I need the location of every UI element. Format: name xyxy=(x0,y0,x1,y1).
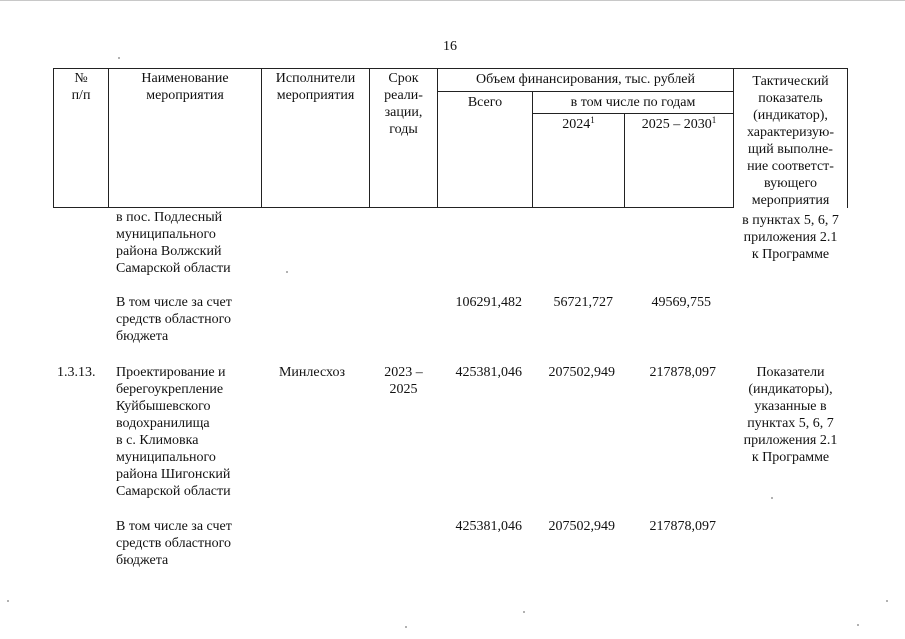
scan-speck xyxy=(118,57,120,59)
header-col-year-2024: 2024$^1$ xyxy=(562,115,595,132)
row-name: Проектирование и берегоукрепление Куйбышевского водохранилища в с. Климовка муниципального района Шигонский Самарской области xyxy=(116,365,231,499)
header-col-by-years: в том числе по годам xyxy=(570,95,696,110)
header-col-term: Срок реали- зации, годы xyxy=(384,71,423,137)
scan-top-edge xyxy=(0,0,905,1)
row-2024: 56721,727 xyxy=(553,295,613,310)
row-indicator: в пунктах 5, 6, 7 приложения 2.1 к Программе xyxy=(742,213,839,262)
row-executor: Минлесхоз xyxy=(278,365,345,380)
scan-speck xyxy=(7,600,9,602)
row-2024: 207502,949 xyxy=(548,519,615,534)
row-name: в пос. Подлесный муниципального района Волжский Самарской области xyxy=(116,210,231,276)
header-col-finance: Объем финансирования, тыс. рублей xyxy=(475,72,696,87)
header-col-indicator: Тактический показатель (индикатор), характеризую- щий выполне- ние соответст- вующего мероприятия xyxy=(746,74,835,208)
scan-speck xyxy=(857,624,859,626)
row-name: В том числе за счет средств областного бюджета xyxy=(116,519,232,568)
scan-speck xyxy=(771,497,773,499)
row-name: В том числе за счет средств областного бюджета xyxy=(116,295,232,344)
row-total: 106291,482 xyxy=(455,295,522,310)
scan-speck xyxy=(405,626,407,628)
scan-speck xyxy=(286,271,288,273)
header-col-total: Всего xyxy=(467,95,503,110)
header-col-number: № п/п xyxy=(71,71,91,103)
row-2024: 207502,949 xyxy=(548,365,615,380)
row-2025-2030: 49569,755 xyxy=(651,295,711,310)
row-number: 1.3.13. xyxy=(57,365,96,380)
header-col-executor: Исполнители мероприятия xyxy=(275,71,356,103)
scan-speck xyxy=(886,600,888,602)
row-indicator: Показатели (индикаторы), указанные в пунктах 5, 6, 7 приложения 2.1 к Программе xyxy=(743,365,838,465)
scan-speck xyxy=(523,611,525,613)
row-total: 425381,046 xyxy=(455,365,522,380)
row-term: 2023 – 2025 xyxy=(384,365,423,397)
header-col-year-2025-2030: 2025 – 2030$^1$ xyxy=(641,115,717,132)
header-col-name: Наименование мероприятия xyxy=(141,71,229,103)
row-2025-2030: 217878,097 xyxy=(649,365,716,380)
row-2025-2030: 217878,097 xyxy=(649,519,716,534)
row-total: 425381,046 xyxy=(455,519,522,534)
page-number: 16 xyxy=(443,39,457,54)
